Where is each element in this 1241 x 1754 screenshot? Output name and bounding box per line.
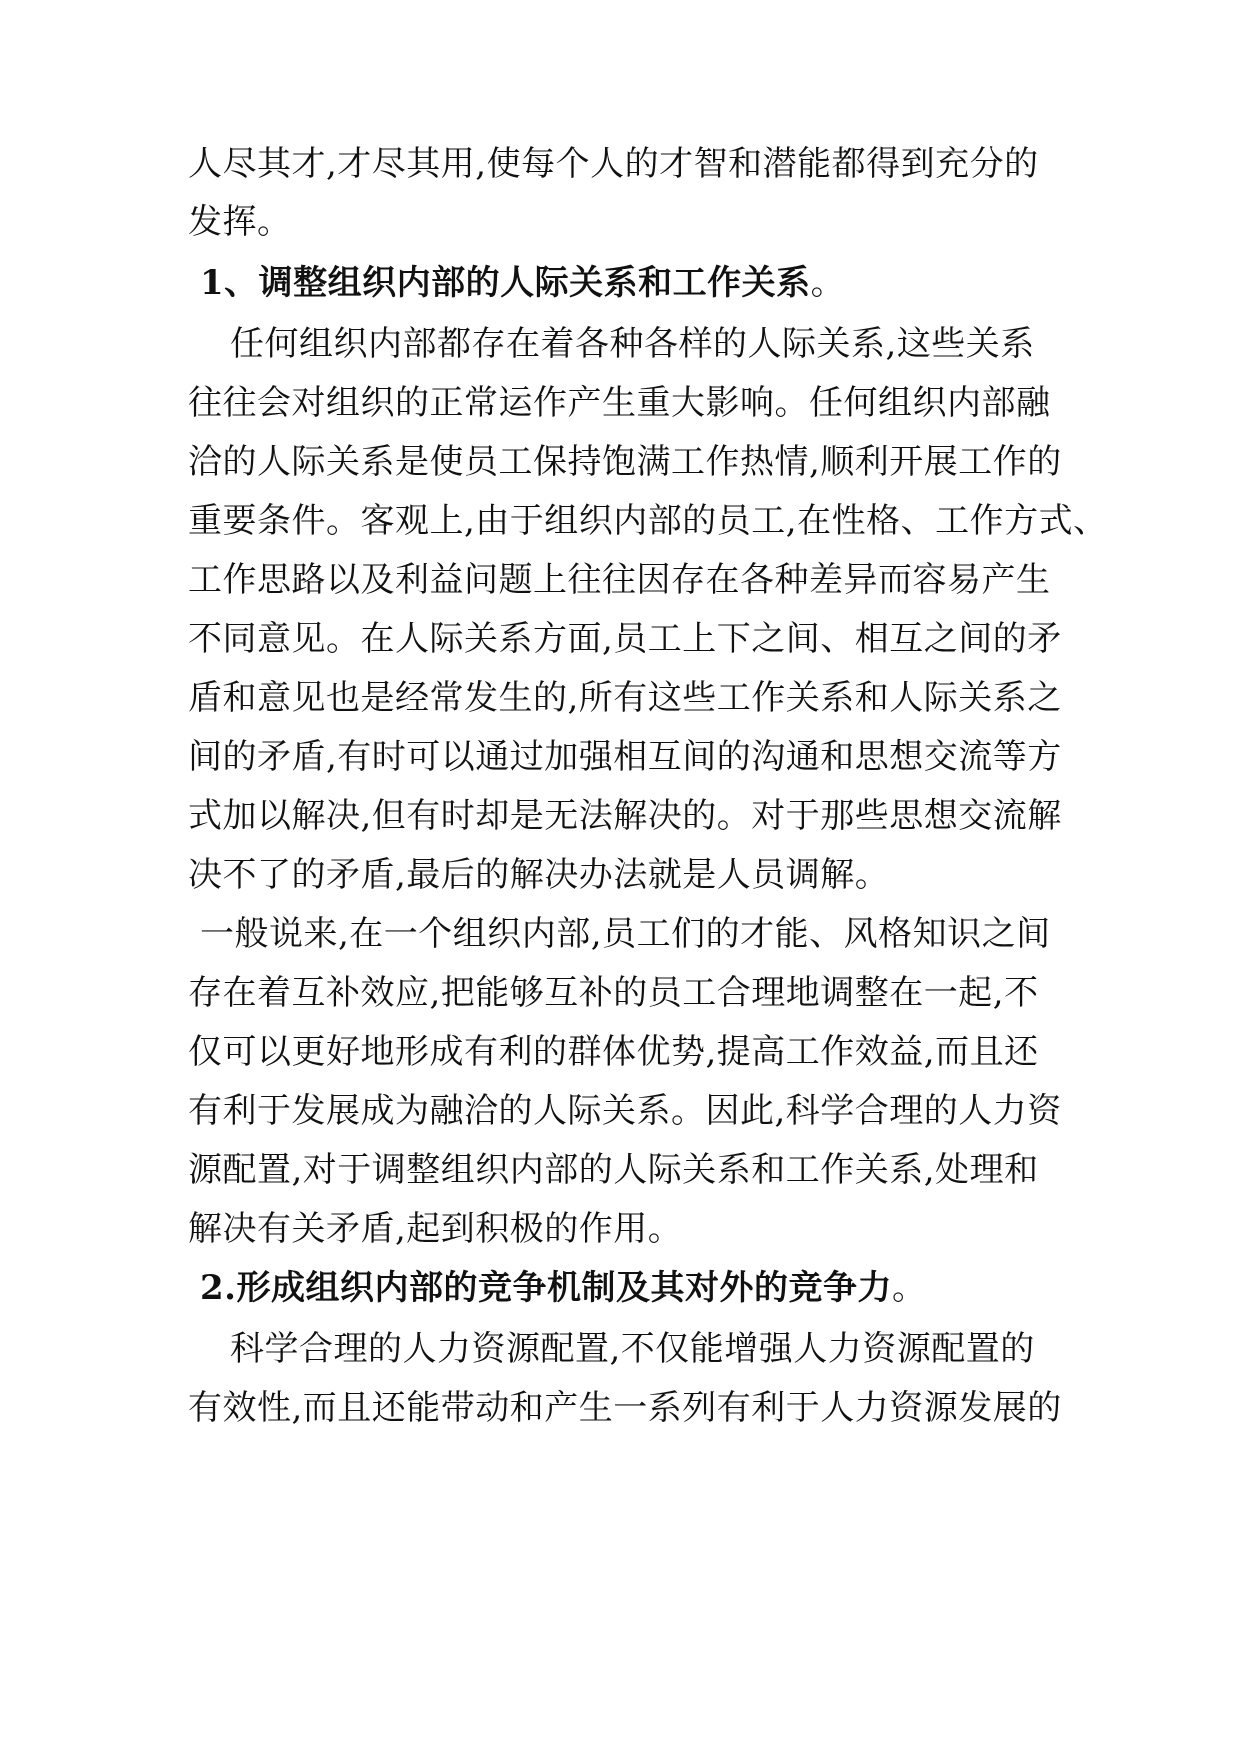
body-line: 有效性,而且还能带动和产生一系列有利于人力资源发展的 [188,1388,1062,1428]
body-line: 间的矛盾,有时可以通过加强相互间的沟通和思想交流等方 [188,737,1062,777]
body-line: 洽的人际关系是使员工保持饱满工作热情,顺利开展工作的 [188,442,1062,482]
section-heading-period: 。 [810,263,846,303]
body-line: 仅可以更好地形成有利的群体优势,提高工作效益,而且还 [188,1032,1039,1072]
body-line: 存在着互补效应,把能够互补的员工合理地调整在一起,不 [188,973,1039,1013]
section-heading-period: 。 [892,1268,927,1308]
body-line: 发挥。 [188,202,292,242]
body-line: 任何组织内部都存在着各种各样的人际关系,这些关系 [230,324,1035,364]
body-line: 解决有关矛盾,起到积极的作用。 [188,1209,683,1249]
section-heading [200,263,845,303]
body-line: 往往会对组织的正常运作产生重大影响。任何组织内部融 [188,383,1051,423]
body-line: 盾和意见也是经常发生的,所有这些工作关系和人际关系之 [188,678,1062,718]
section-heading-text: 2.形成组织内部的竞争机制及其对外的竞争力 [200,1268,892,1308]
body-line: 人尽其才,才尽其用,使每个人的才智和潜能都得到充分的 [188,144,1039,184]
body-line: 不同意见。在人际关系方面,员工上下之间、相互之间的矛 [188,619,1062,659]
section-heading [200,1268,927,1308]
body-line: 重要条件。客观上,由于组织内部的员工,在性格、工作方式、 [188,501,1108,541]
body-line: 一般说来,在一个组织内部,员工们的才能、风格知识之间 [200,914,1051,954]
body-line: 决不了的矛盾,最后的解决办法就是人员调解。 [188,855,890,895]
section-heading-text: 1、调整组织内部的人际关系和工作关系 [200,263,811,303]
body-line: 有利于发展成为融洽的人际关系。因此,科学合理的人力资 [188,1091,1062,1131]
body-line: 科学合理的人力资源配置,不仅能增强人力资源配置的 [230,1329,1035,1369]
body-line: 式加以解决,但有时却是无法解决的。对于那些思想交流解 [188,796,1062,836]
body-line: 源配置,对于调整组织内部的人际关系和工作关系,处理和 [188,1150,1039,1190]
body-line: 工作思路以及利益问题上往往因存在各种差异而容易产生 [188,560,1051,600]
